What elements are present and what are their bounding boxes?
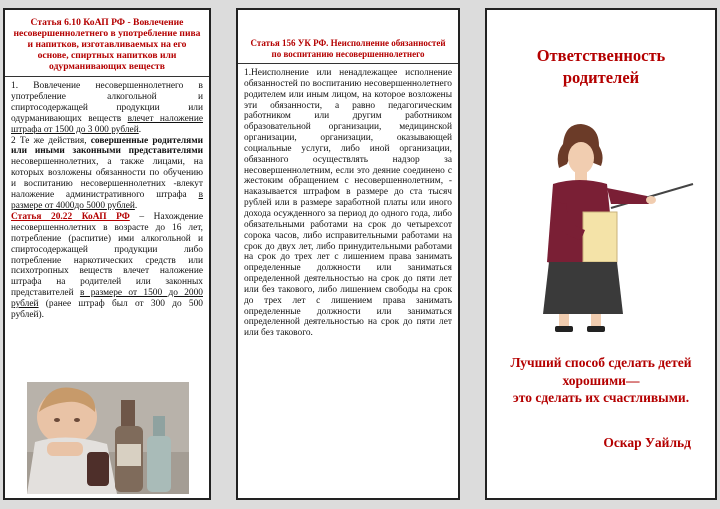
article-20-22-title: Статья 20.22 КоАП РФ bbox=[11, 211, 130, 222]
fine-3: в размере от 1500 до 2000 рублей bbox=[11, 288, 203, 310]
divider bbox=[5, 76, 209, 77]
child-with-bottles-photo bbox=[27, 382, 189, 494]
panel-left bbox=[3, 8, 211, 500]
article-6-10-heading: Статья 6.10 КоАП РФ - Вовлечение несовершеннолетнего в употребление пива и напитков, изготавливаемых на его основе, спиртных напитков или одурманивающих веществ bbox=[13, 17, 201, 72]
divider bbox=[238, 63, 458, 64]
article-20-22: Статья 20.22 КоАП РФ – Нахождение несовершеннолетних в возрасте до 16 лет, потребление (распитие) ими алкогольной и спиртосодержащей продукции либо потребление наркотических средств или психотропных веществ влечет наложение штрафа на родителей или законных представителей в размере от 1500 до 2000 рублей (ранее штраф был от 300 до 500 рублей). bbox=[11, 211, 203, 321]
article-156-body: 1.Неисполнение или ненадлежащее исполнение обязанностей по воспитанию несовершеннолетнего родителем или иным лицом, на которое возложены эти обязанности, а равно педагогическим работником или другим работником образовательной организации, медицинской организации, организации, оказывающей социальные услуги, либо иной организации, обязанного осуществлять надзор за несовершеннолетним, если это деяние соединено с жестоким обращением с несовершеннолетним, - наказывается штрафом в размере до ста тысяч рублей или в размере заработной платы или иного дохода осужденного за период до одного года, либо обязательными работами на срок до четырехсот сорока часов, либо исправительными работами на срок до двух лет, либо принудительными работами на срок до трех лет с лишением права занимать определенные должности или заниматься определенной деятельностью на срок до пяти лет или без такового, либо лишением свободы на срок до трех лет с лишением права занимать определенные должности или заниматься определенной деятельностью на срок до пяти лет или без такового. bbox=[244, 68, 452, 339]
quote: Лучший способ сделать детей хорошими— это сделать их счастливыми. bbox=[510, 355, 692, 405]
teacher-illustration bbox=[519, 122, 694, 332]
panel-middle bbox=[236, 8, 460, 500]
article-156-heading: Статья 156 УК РФ. Неисполнение обязанностей по воспитанию несовершеннолетнего bbox=[250, 38, 446, 59]
fine-2: в размере от 4000до 5000 рублей bbox=[11, 190, 203, 211]
article-6-10-part1: 1. Вовлечение несовершеннолетнего в употребление алкогольной и спиртосодержащей продукции или одурманивающих веществ влечет наложение штрафа от 1500 до 3 000 рублей. bbox=[11, 81, 203, 135]
fine-1: влечет наложение штрафа от 1500 до 3 000 рублей bbox=[11, 113, 203, 135]
panel-right bbox=[485, 8, 717, 500]
article-6-10-part2: 2 Те же действия, совершенные родителями или иными законными представителями несовершеннолетних, а также лицами, на которых возложены обязанности по обучению и воспитанию несовершеннолетних -влекут наложение административного штрафа в размере от 4000до 5000 рублей. bbox=[11, 135, 203, 211]
brochure-title: Ответственность родителей bbox=[536, 46, 666, 87]
quote-author: Оскар Уайльд bbox=[603, 435, 691, 450]
